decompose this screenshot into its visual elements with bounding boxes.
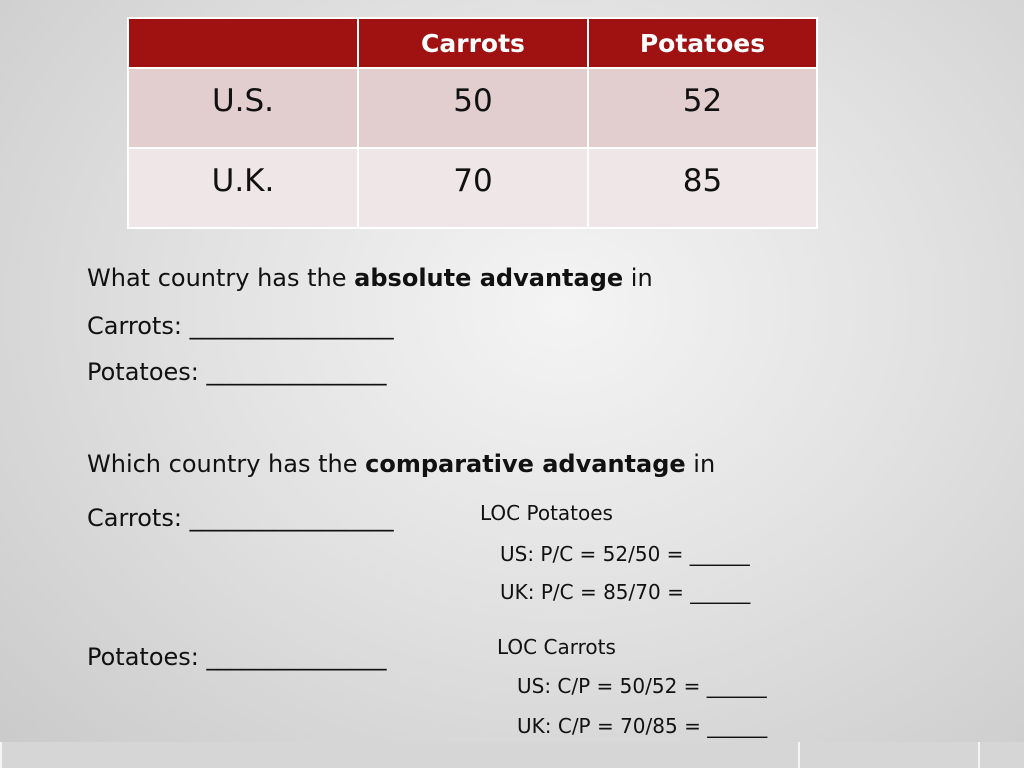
absolute-advantage-question — [87, 264, 653, 292]
absolute-potatoes-blank: Potatoes: _______________ — [87, 358, 387, 386]
question-text: in — [623, 264, 653, 292]
comparative-potatoes-blank: Potatoes: _______________ — [87, 643, 387, 671]
table-header-row — [128, 18, 817, 68]
bottom-decoration-bar — [0, 742, 1024, 768]
table-row — [128, 68, 817, 148]
loc-potatoes-us: US: P/C = 52/50 = ______ — [500, 542, 750, 566]
question-text: in — [685, 450, 716, 478]
question-bold-term: absolute advantage — [354, 264, 624, 292]
production-table — [127, 17, 818, 229]
loc-carrots-title: LOC Carrots — [497, 635, 616, 659]
absolute-carrots-blank: Carrots: _________________ — [87, 312, 394, 340]
decoration-segment — [798, 742, 978, 768]
table-cell: 70 — [358, 148, 588, 228]
decoration-segment — [0, 742, 798, 768]
loc-carrots-us: US: C/P = 50/52 = ______ — [517, 674, 767, 698]
table-cell: U.K. — [128, 148, 358, 228]
question-bold-term: comparative advantage — [365, 450, 686, 478]
table-header-cell — [128, 18, 358, 68]
loc-potatoes-title: LOC Potatoes — [480, 501, 613, 525]
table-header-cell: Potatoes — [588, 18, 817, 68]
loc-potatoes-uk: UK: P/C = 85/70 = ______ — [500, 580, 751, 604]
table-cell: 52 — [588, 68, 817, 148]
table-cell: 50 — [358, 68, 588, 148]
question-text: Which country has the — [87, 450, 366, 478]
table-cell: U.S. — [128, 68, 358, 148]
loc-carrots-uk: UK: C/P = 70/85 = ______ — [517, 714, 768, 738]
table-cell: 85 — [588, 148, 817, 228]
table-header-cell: Carrots — [358, 18, 588, 68]
question-text: What country has the — [87, 264, 355, 292]
comparative-advantage-question — [87, 450, 715, 478]
decoration-segment — [978, 742, 1024, 768]
table-row — [128, 148, 817, 228]
comparative-carrots-blank: Carrots: _________________ — [87, 504, 394, 532]
